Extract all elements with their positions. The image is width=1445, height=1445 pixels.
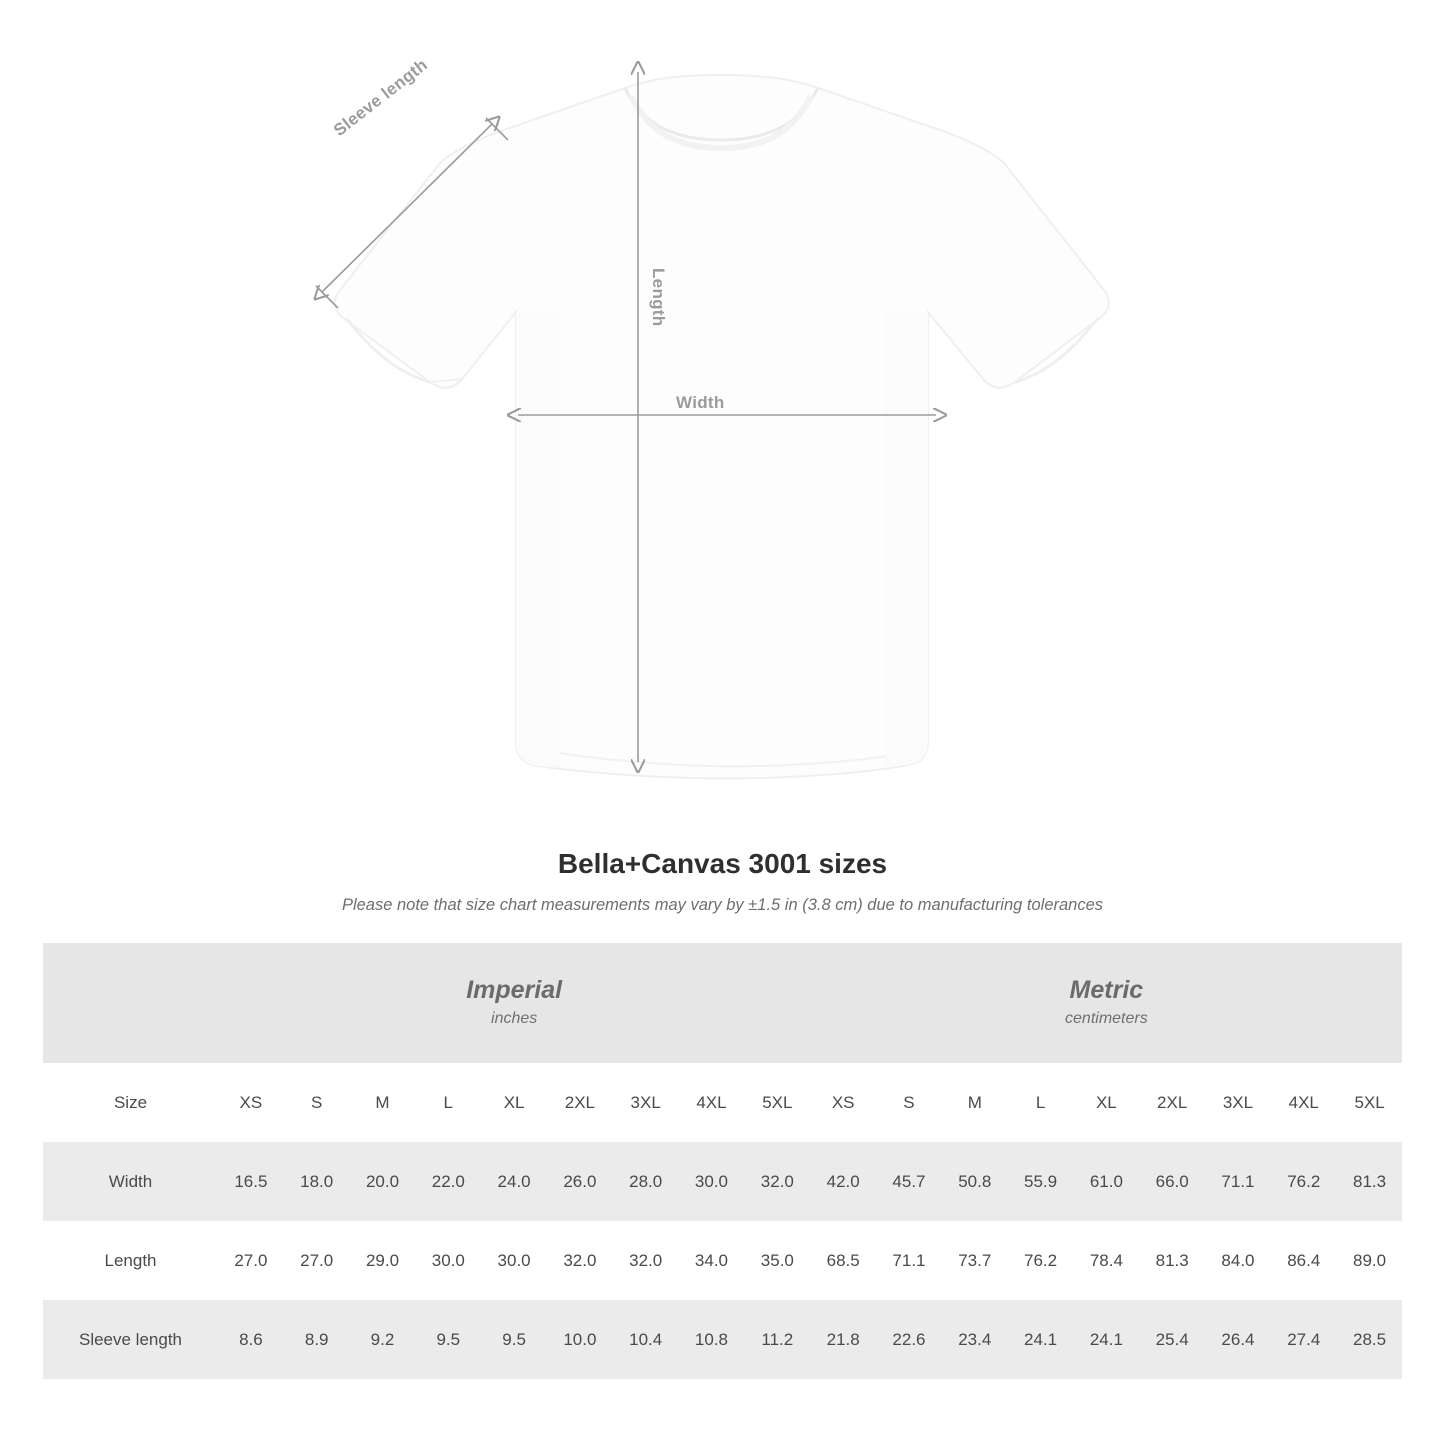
tolerance-note: Please note that size chart measurements may vary by ±1.5 in (3.8 cm) due to manufacturing tolerances bbox=[341, 896, 1104, 914]
column-header: 2XL bbox=[1139, 1063, 1205, 1142]
table-cell: 11.2 bbox=[744, 1300, 810, 1379]
table-cell: 24.1 bbox=[1008, 1300, 1074, 1379]
column-header: XS bbox=[218, 1063, 284, 1142]
table-cell: 30.0 bbox=[415, 1221, 481, 1300]
row-label-size: Size bbox=[43, 1063, 218, 1142]
column-header: L bbox=[415, 1063, 481, 1142]
table-cell: 16.5 bbox=[218, 1142, 284, 1221]
table-cell: 9.5 bbox=[415, 1300, 481, 1379]
table-cell: 20.0 bbox=[350, 1142, 416, 1221]
table-cell: 10.0 bbox=[547, 1300, 613, 1379]
system-header-metric bbox=[810, 943, 1402, 1063]
column-header: 3XL bbox=[613, 1063, 679, 1142]
table-cell: 27.0 bbox=[284, 1221, 350, 1300]
column-header: 3XL bbox=[1205, 1063, 1271, 1142]
table-cell: 24.0 bbox=[481, 1142, 547, 1221]
table-cell: 81.3 bbox=[1139, 1221, 1205, 1300]
table-cell: 9.2 bbox=[350, 1300, 416, 1379]
column-header: 2XL bbox=[547, 1063, 613, 1142]
table-cell: 55.9 bbox=[1008, 1142, 1074, 1221]
table-cell: 26.4 bbox=[1205, 1300, 1271, 1379]
table-cell: 71.1 bbox=[1205, 1142, 1271, 1221]
table-cell: 89.0 bbox=[1337, 1221, 1403, 1300]
table-cell: 24.1 bbox=[1073, 1300, 1139, 1379]
table-row bbox=[43, 1142, 1402, 1221]
column-header: 5XL bbox=[744, 1063, 810, 1142]
column-header: M bbox=[350, 1063, 416, 1142]
table-cell: 50.8 bbox=[942, 1142, 1008, 1221]
table-cell: 27.0 bbox=[218, 1221, 284, 1300]
table-cell: 84.0 bbox=[1205, 1221, 1271, 1300]
table-cell: 29.0 bbox=[350, 1221, 416, 1300]
system-header-imperial bbox=[218, 943, 810, 1063]
page-title: Bella+Canvas 3001 sizes bbox=[557, 848, 888, 879]
table-cell: 81.3 bbox=[1337, 1142, 1403, 1221]
column-header: L bbox=[1008, 1063, 1074, 1142]
table-cell: 8.9 bbox=[284, 1300, 350, 1379]
system-unit-imperial: inches bbox=[491, 1009, 538, 1027]
table-cell: 22.0 bbox=[415, 1142, 481, 1221]
table-cell: 9.5 bbox=[481, 1300, 547, 1379]
column-header: S bbox=[876, 1063, 942, 1142]
table-cell: 18.0 bbox=[284, 1142, 350, 1221]
table-cell: 27.4 bbox=[1271, 1300, 1337, 1379]
system-unit-metric: centimeters bbox=[1065, 1009, 1148, 1027]
table-cell: 22.6 bbox=[876, 1300, 942, 1379]
title-block bbox=[0, 848, 1445, 915]
table-cell: 78.4 bbox=[1073, 1221, 1139, 1300]
column-header: 4XL bbox=[679, 1063, 745, 1142]
column-header: 4XL bbox=[1271, 1063, 1337, 1142]
tshirt-shape bbox=[335, 75, 1109, 779]
table-cell: 73.7 bbox=[942, 1221, 1008, 1300]
system-header-spacer bbox=[43, 943, 218, 1063]
table-cell: 76.2 bbox=[1271, 1142, 1337, 1221]
width-label: Width bbox=[676, 393, 725, 412]
sleeve-length-label: Sleeve length bbox=[330, 55, 432, 140]
row-label-sleeve-length: Sleeve length bbox=[43, 1300, 218, 1379]
table-cell: 32.0 bbox=[613, 1221, 679, 1300]
table-cell: 25.4 bbox=[1139, 1300, 1205, 1379]
table-cell: 21.8 bbox=[810, 1300, 876, 1379]
table-row bbox=[43, 1221, 1402, 1300]
table-cell: 10.8 bbox=[679, 1300, 745, 1379]
table-cell: 86.4 bbox=[1271, 1221, 1337, 1300]
table-cell: 32.0 bbox=[547, 1221, 613, 1300]
column-header: 5XL bbox=[1337, 1063, 1403, 1142]
size-table-wrapper bbox=[43, 943, 1402, 1379]
system-header-row bbox=[43, 943, 1402, 1063]
length-label: Length bbox=[649, 268, 668, 327]
table-cell: 10.4 bbox=[613, 1300, 679, 1379]
column-header: M bbox=[942, 1063, 1008, 1142]
system-name-metric: Metric bbox=[1069, 976, 1144, 1005]
table-cell: 30.0 bbox=[481, 1221, 547, 1300]
table-cell: 23.4 bbox=[942, 1300, 1008, 1379]
size-table bbox=[43, 943, 1402, 1379]
table-cell: 34.0 bbox=[679, 1221, 745, 1300]
table-cell: 30.0 bbox=[679, 1142, 745, 1221]
table-cell: 8.6 bbox=[218, 1300, 284, 1379]
table-cell: 26.0 bbox=[547, 1142, 613, 1221]
table-cell: 66.0 bbox=[1139, 1142, 1205, 1221]
table-cell: 42.0 bbox=[810, 1142, 876, 1221]
table-cell: 71.1 bbox=[876, 1221, 942, 1300]
table-cell: 28.0 bbox=[613, 1142, 679, 1221]
table-cell: 76.2 bbox=[1008, 1221, 1074, 1300]
column-header: XS bbox=[810, 1063, 876, 1142]
table-cell: 28.5 bbox=[1337, 1300, 1403, 1379]
table-cell: 68.5 bbox=[810, 1221, 876, 1300]
row-label-width: Width bbox=[43, 1142, 218, 1221]
column-header: S bbox=[284, 1063, 350, 1142]
table-cell: 32.0 bbox=[744, 1142, 810, 1221]
table-cell: 61.0 bbox=[1073, 1142, 1139, 1221]
table-cell: 45.7 bbox=[876, 1142, 942, 1221]
table-cell: 35.0 bbox=[744, 1221, 810, 1300]
column-header: XL bbox=[1073, 1063, 1139, 1142]
system-name-imperial: Imperial bbox=[466, 976, 563, 1005]
column-header: XL bbox=[481, 1063, 547, 1142]
row-label-length: Length bbox=[43, 1221, 218, 1300]
table-row bbox=[43, 1300, 1402, 1379]
column-header-row bbox=[43, 1063, 1402, 1142]
